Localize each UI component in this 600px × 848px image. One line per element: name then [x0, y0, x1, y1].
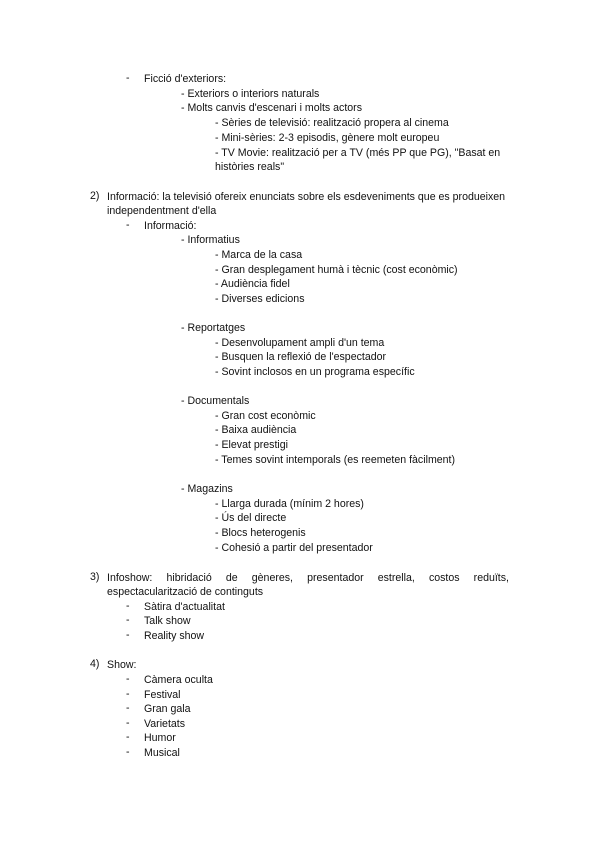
list-dash: - — [126, 600, 130, 612]
section-text: Infoshow: hibridació de gèneres, presentador estrella, costos reduïts, — [107, 572, 509, 584]
group-item: - Diverses edicions — [215, 293, 305, 305]
list-item: Musical — [144, 747, 180, 759]
group-item: - Cohesió a partir del presentador — [215, 542, 373, 554]
section-number: 3) — [90, 571, 100, 583]
list-item: Gran gala — [144, 703, 191, 715]
section-text: Informació: la televisió ofereix enunciats sobre els esdeveniments que es produeixen — [107, 191, 506, 203]
group-item: - Gran desplegament humà i tècnic (cost econòmic) — [215, 264, 458, 276]
list-item: Varietats — [144, 718, 186, 730]
list-dash: - — [126, 72, 130, 84]
group-item: - Ús del directe — [215, 512, 287, 524]
sub-sub-item: - Mini-sèries: 2-3 episodis, gènere molt europeu — [215, 132, 440, 144]
group-item: - Elevat prestigi — [215, 439, 289, 451]
sub-item: - Molts canvis d'escenari i molts actors — [181, 102, 362, 114]
list-item-fiction-exteriors: Ficció d'exteriors: — [144, 73, 227, 85]
list-dash: - — [126, 731, 130, 743]
section-number: 2) — [90, 190, 100, 202]
list-dash: - — [126, 746, 130, 758]
group-item: - Audiència fidel — [215, 278, 290, 290]
list-item: Reality show — [144, 630, 205, 642]
group-item: - Llarga durada (mínim 2 hores) — [215, 498, 364, 510]
group-item: - Desenvolupament ampli d'un tema — [215, 337, 385, 349]
section-number: 4) — [90, 658, 100, 670]
sub-sub-item: - TV Movie: realització per a TV (més PP que PG), "Basat en — [215, 147, 501, 159]
group-item: - Temes sovint intemporals (es reemeten fàcilment) — [215, 454, 456, 466]
section-text: espectacularització de continguts — [107, 586, 264, 598]
section-title: Show: — [107, 659, 137, 671]
list-item-informacio: Informació: — [144, 220, 197, 232]
group-heading: - Informatius — [181, 234, 240, 246]
group-item: - Blocs heterogenis — [215, 527, 306, 539]
list-dash: - — [126, 717, 130, 729]
list-item: Sàtira d'actualitat — [144, 601, 225, 613]
list-dash: - — [126, 219, 130, 231]
list-dash: - — [126, 673, 130, 685]
group-item: - Busquen la reflexió de l'espectador — [215, 351, 387, 363]
group-item: - Baixa audiència — [215, 424, 297, 436]
list-dash: - — [126, 688, 130, 700]
group-item: - Marca de la casa — [215, 249, 303, 261]
list-item: Humor — [144, 732, 176, 744]
list-dash: - — [126, 702, 130, 714]
list-item: Festival — [144, 689, 181, 701]
sub-sub-item: - Sèries de televisió: realització propera al cinema — [215, 117, 449, 129]
sub-item: - Exteriors o interiors naturals — [181, 88, 320, 100]
group-heading: - Reportatges — [181, 322, 246, 334]
list-item: Càmera oculta — [144, 674, 213, 686]
list-dash: - — [126, 614, 130, 626]
group-heading: - Magazins — [181, 483, 233, 495]
group-heading: - Documentals — [181, 395, 250, 407]
list-item: Talk show — [144, 615, 191, 627]
sub-sub-item-continuation: històries reals" — [215, 161, 285, 173]
list-dash: - — [126, 629, 130, 641]
group-item: - Sovint inclosos en un programa específic — [215, 366, 415, 378]
group-item: - Gran cost econòmic — [215, 410, 316, 422]
section-text: independentment d'ella — [107, 205, 217, 217]
